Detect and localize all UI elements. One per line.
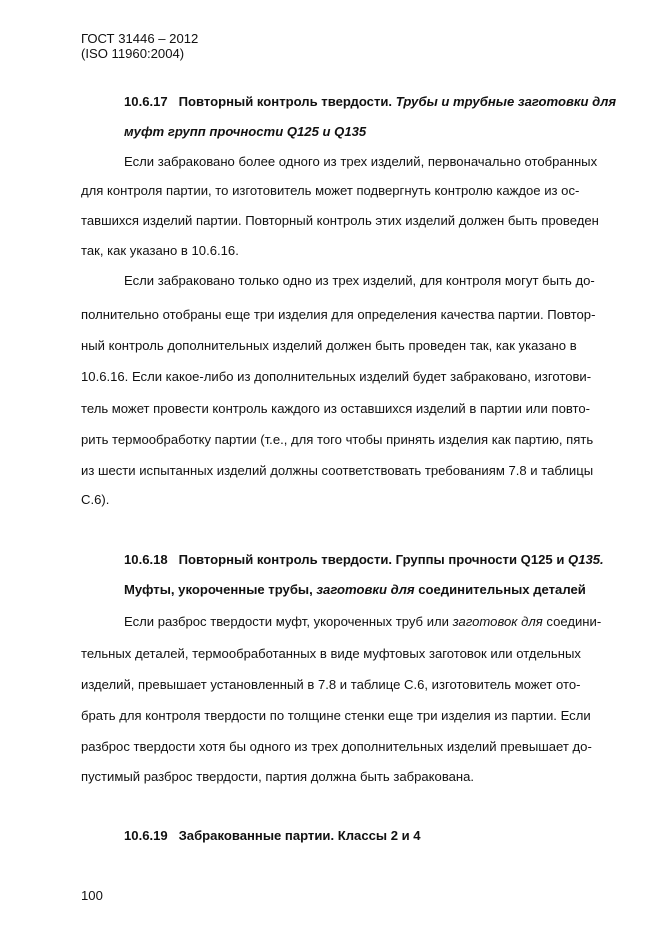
paragraph-line: тельных деталей, термообработанных в виде муфтовых заготовок или отдельных xyxy=(81,646,581,661)
paragraph-line xyxy=(124,614,601,630)
text-part: соедини- xyxy=(546,614,602,629)
paragraph-line: пустимый разброс твердости, партия должна быть забракована. xyxy=(81,769,475,784)
paragraph-line: С.6). xyxy=(81,492,110,507)
section-title: Повторный контроль твердости. Группы прочности Q125 и xyxy=(178,552,565,567)
document-header xyxy=(81,31,198,61)
paragraph-line: так, как указано в 10.6.16. xyxy=(81,243,239,258)
text-part-italic: заготовок для xyxy=(452,614,543,629)
paragraph-line: тавшихся изделий партии. Повторный контроль этих изделий должен быть проведен xyxy=(81,213,599,228)
section-10-6-18-heading xyxy=(124,552,604,568)
paragraph-line: изделий, превышает установленный в 7.8 и таблице С.6, изготовитель может ото- xyxy=(81,677,581,692)
section-number: 10.6.19 xyxy=(124,828,168,843)
paragraph-line: из шести испытанных изделий должны соответствовать требованиям 7.8 и таблицы xyxy=(81,463,594,478)
section-10-6-17-heading-line2: муфт групп прочности Q125 и Q135 xyxy=(124,124,367,139)
paragraph-line: Если забраковано более одного из трех изделий, первоначально отобранных xyxy=(124,154,598,169)
paragraph-line: брать для контроля твердости по толщине стенки еще три изделия из партии. Если xyxy=(81,708,591,723)
section-number: 10.6.18 xyxy=(124,552,168,567)
section-10-6-19-heading xyxy=(124,828,421,844)
section-title: Повторный контроль твердости. xyxy=(178,94,393,109)
paragraph-line: рить термообработку партии (т.е., для того чтобы принять изделия как партию, пять xyxy=(81,432,594,447)
text-part: Если разброс твердости муфт, укороченных труб или xyxy=(124,614,449,629)
section-title: Забракованные партии. Классы 2 и 4 xyxy=(178,828,421,843)
paragraph-line: разброс твердости хотя бы одного из трех дополнительных изделий превышает до- xyxy=(81,739,592,754)
page-number: 100 xyxy=(81,888,103,903)
section-number: 10.6.17 xyxy=(124,94,168,109)
section-title-italic: Трубы и трубные заготовки для xyxy=(395,94,617,109)
section-10-6-18-heading-line2 xyxy=(124,582,586,598)
heading-part: Муфты, укороченные трубы, xyxy=(124,582,313,597)
paragraph-line: Если забраковано только одно из трех изделий, для контроля могут быть до- xyxy=(124,273,595,288)
section-title-italic: Q135. xyxy=(568,552,604,567)
heading-part-italic: заготовки для xyxy=(316,582,415,597)
heading-part: соединительных деталей xyxy=(418,582,586,597)
paragraph-line: тель может провести контроль каждого из оставшихся изделий в партии или повто- xyxy=(81,401,591,416)
section-10-6-17-heading xyxy=(124,94,616,110)
standard-code: ГОСТ 31446 – 2012 xyxy=(81,31,199,46)
paragraph-line: ный контроль дополнительных изделий должен быть проведен так, как указано в xyxy=(81,338,577,353)
paragraph-line: 10.6.16. Если какое-либо из дополнительных изделий будет забраковано, изготови- xyxy=(81,369,592,384)
iso-reference: (ISO 11960:2004) xyxy=(81,46,185,61)
paragraph-line: для контроля партии, то изготовитель может подвергнуть контролю каждое из ос- xyxy=(81,183,580,198)
paragraph-line: полнительно отобраны еще три изделия для определения качества партии. Повтор- xyxy=(81,307,596,322)
